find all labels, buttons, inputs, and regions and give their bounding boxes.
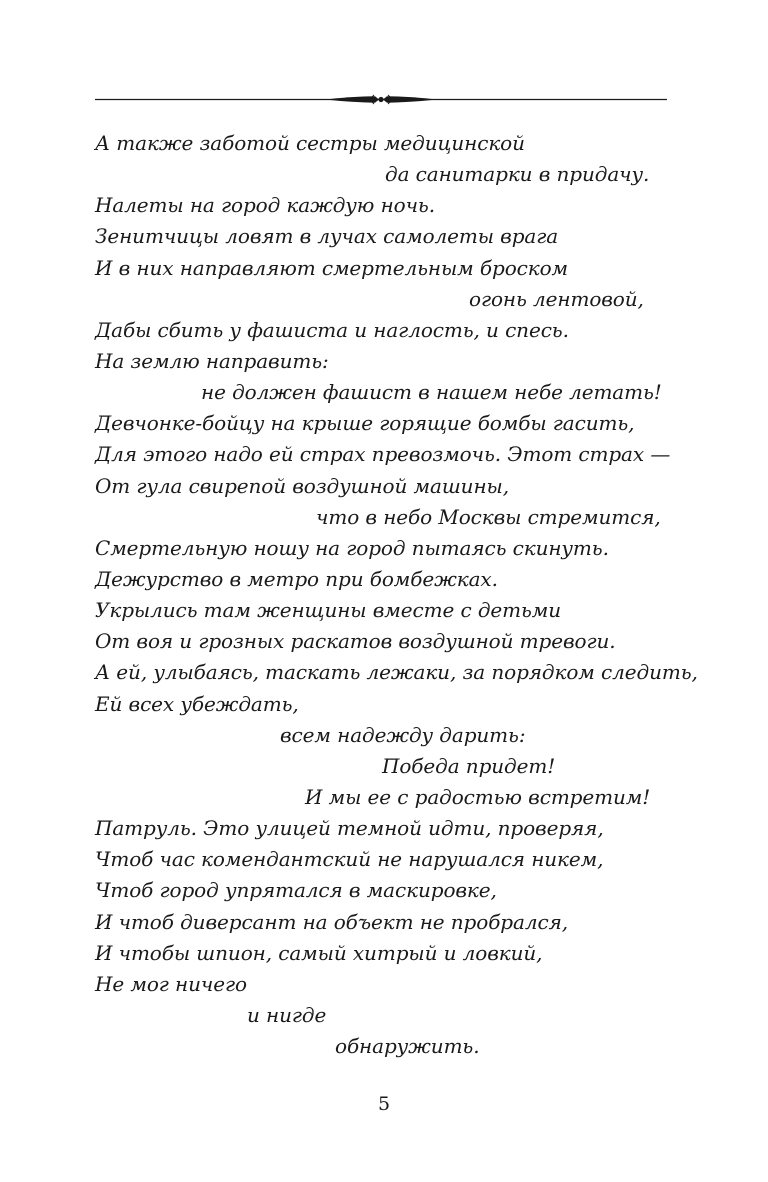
poem-line: Патруль. Это улицей темной идти, проверяя, <box>95 816 604 841</box>
poem-line: обнаружить. <box>335 1034 480 1059</box>
poem-line: И мы ее с радостью встретим! <box>305 784 651 809</box>
poem-line: Не мог ничего <box>95 971 247 996</box>
poem-line: Укрылись там женщины вместе с детьми <box>95 598 562 623</box>
poem-line: Победа придет! <box>382 753 556 778</box>
poem-line: что в небо Москвы стремится, <box>316 504 661 529</box>
poem-line: Чтоб город упрятался в маскировке, <box>95 878 497 903</box>
poem-line: Дабы сбить у фашиста и наглость, и спесь. <box>95 317 569 342</box>
decorative-divider <box>95 92 667 108</box>
poem-line: всем надежду дарить: <box>280 722 526 747</box>
poem-line: и нигде <box>247 1002 327 1027</box>
poem-line: Зенитчицы ловят в лучах самолеты врага <box>95 224 559 249</box>
poem-line: огонь лентовой, <box>469 286 644 311</box>
poem-line: А ей, улыбаясь, таскать лежаки, за порядком следить, <box>95 660 698 685</box>
poem-line: От воя и грозных раскатов воздушной тревоги. <box>95 629 616 654</box>
poem-line: От гула свирепой воздушной машины, <box>95 473 509 498</box>
poem-line: И чтобы шпион, самый хитрый и ловкий, <box>95 940 543 965</box>
poem-line: Дежурство в метро при бомбежках. <box>95 566 498 591</box>
poem-line: Налеты на город каждую ночь. <box>95 193 435 218</box>
poem-line: А также заботой сестры медицинской <box>95 131 525 155</box>
poem-line: Ей всех убеждать, <box>95 691 299 716</box>
poem-line: Девчонке-бойцу на крыше горящие бомбы гасить, <box>95 411 635 436</box>
poem-line: И чтоб диверсант на объект не пробрался, <box>95 909 568 934</box>
page-number: 5 <box>377 1093 391 1115</box>
poem-text <box>95 128 698 1062</box>
poem-line: И в них направляют смертельным броском <box>95 255 569 280</box>
poem-line: да санитарки в придачу. <box>385 162 650 187</box>
poem-line: Для этого надо ей страх превозмочь. Этот страх — <box>95 442 671 467</box>
poem-line: Смертельную ношу на город пытаясь скинуть. <box>95 535 609 560</box>
poem-line: На землю направить: <box>95 348 329 373</box>
poem-line: не должен фашист в нашем небе летать! <box>201 380 662 405</box>
poem-line: Чтоб час комендантский не нарушался никем, <box>95 847 604 872</box>
